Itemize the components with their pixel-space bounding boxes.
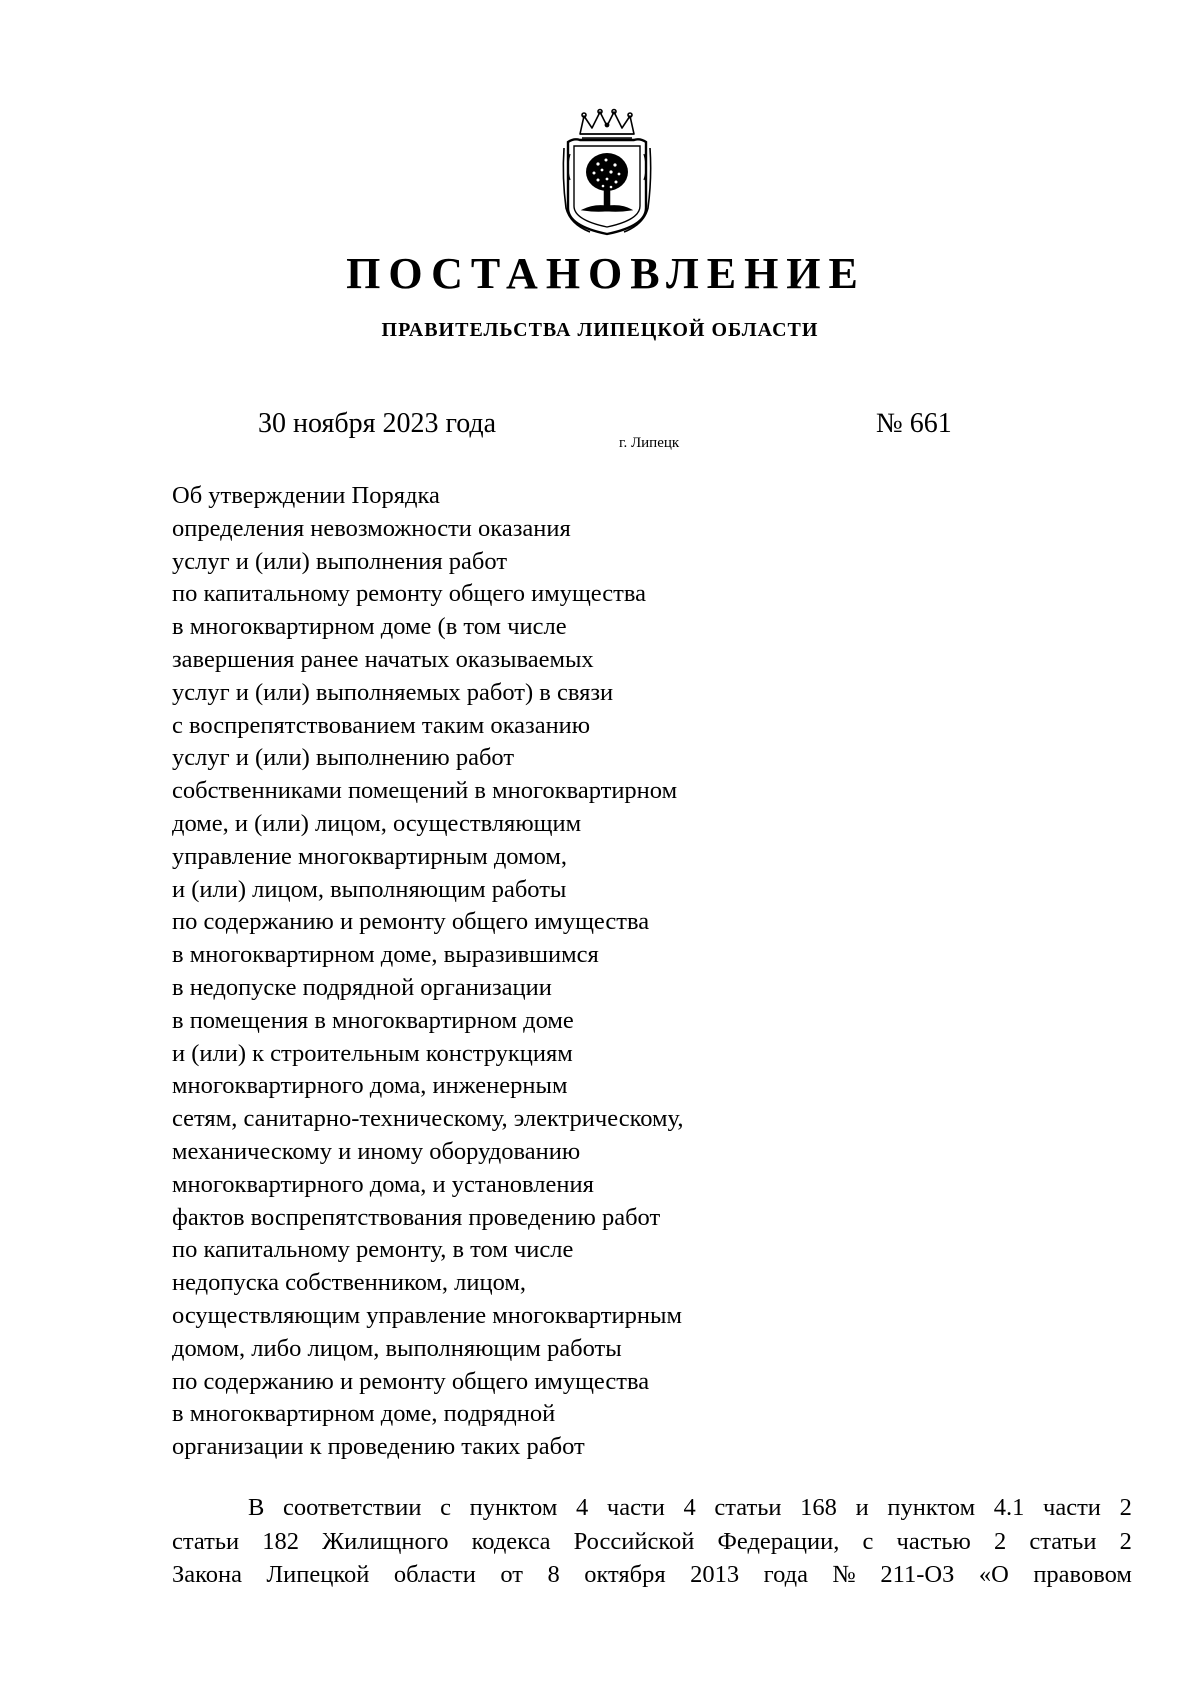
title-line: завершения ранее начатых оказываемых [172, 645, 594, 673]
title-line: в многоквартирном доме, выразившимся [172, 941, 599, 969]
body-line: В соответствии с пунктом 4 части 4 статьи 168 и пунктом 4.1 части 2 [248, 1494, 1132, 1521]
title-line: механическому и иному оборудованию [172, 1137, 581, 1165]
title-line: фактов воспрепятствования проведению работ [172, 1203, 661, 1231]
title-line: услуг и (или) выполнению работ [172, 744, 515, 772]
title-line: сетям, санитарно-техническому, электрическому, [172, 1105, 684, 1133]
title-line: и (или) лицом, выполняющим работы [172, 875, 567, 903]
title-line: Об утверждении Порядка [172, 482, 440, 509]
title-line: в многоквартирном доме (в том числе [172, 613, 567, 641]
body-line: Закона Липецкой области от 8 октября 2013 года № 211-ОЗ «О правовом [172, 1561, 1132, 1588]
title-line: домом, либо лицом, выполняющим работы [172, 1334, 622, 1362]
title-line: определения невозможности оказания [172, 514, 571, 542]
title-line: многоквартирного дома, и установления [172, 1170, 594, 1198]
title-line: недопуска собственником, лицом, [172, 1269, 527, 1297]
title-line: собственниками помещений в многоквартирном [172, 777, 678, 805]
title-line: многоквартирного дома, инженерным [172, 1072, 568, 1100]
title-line: в многоквартирном доме, подрядной [172, 1400, 556, 1428]
issuer-heading: ПРАВИТЕЛЬСТВА ЛИПЕЦКОЙ ОБЛАСТИ [381, 319, 819, 341]
document-type-heading: ПОСТАНОВЛЕНИЕ [346, 249, 866, 298]
title-line: в помещения в многоквартирном доме [172, 1006, 574, 1034]
coat-of-arms-icon [560, 108, 654, 236]
document-date: 30 ноября 2023 года [258, 408, 497, 439]
document-number: № 661 [876, 408, 952, 439]
title-line: в недопуске подрядной организации [172, 973, 552, 1001]
title-line: и (или) к строительным конструкциям [172, 1039, 573, 1067]
title-line: по капитальному ремонту, в том числе [172, 1236, 574, 1264]
title-line: осуществляющим управление многоквартирным [172, 1301, 682, 1329]
title-line: доме, и (или) лицом, осуществляющим [172, 809, 582, 837]
document-city: г. Липецк [619, 435, 680, 451]
title-line: управление многоквартирным домом, [172, 842, 567, 870]
title-line: услуг и (или) выполняемых работ) в связи [172, 678, 614, 706]
title-line: по содержанию и ремонту общего имущества [172, 908, 650, 936]
title-line: организации к проведению таких работ [172, 1433, 585, 1461]
title-line: с воспрепятствованием таким оказанию [172, 711, 591, 739]
document-body [172, 1491, 1132, 1592]
body-line: статьи 182 Жилищного кодекса Российской Федерации, с частью 2 статьи 2 [172, 1527, 1132, 1555]
title-line: услуг и (или) выполнения работ [172, 547, 508, 575]
title-line: по содержанию и ремонту общего имущества [172, 1367, 650, 1395]
document-title [172, 480, 832, 1464]
title-line: по капитальному ремонту общего имущества [172, 580, 646, 608]
